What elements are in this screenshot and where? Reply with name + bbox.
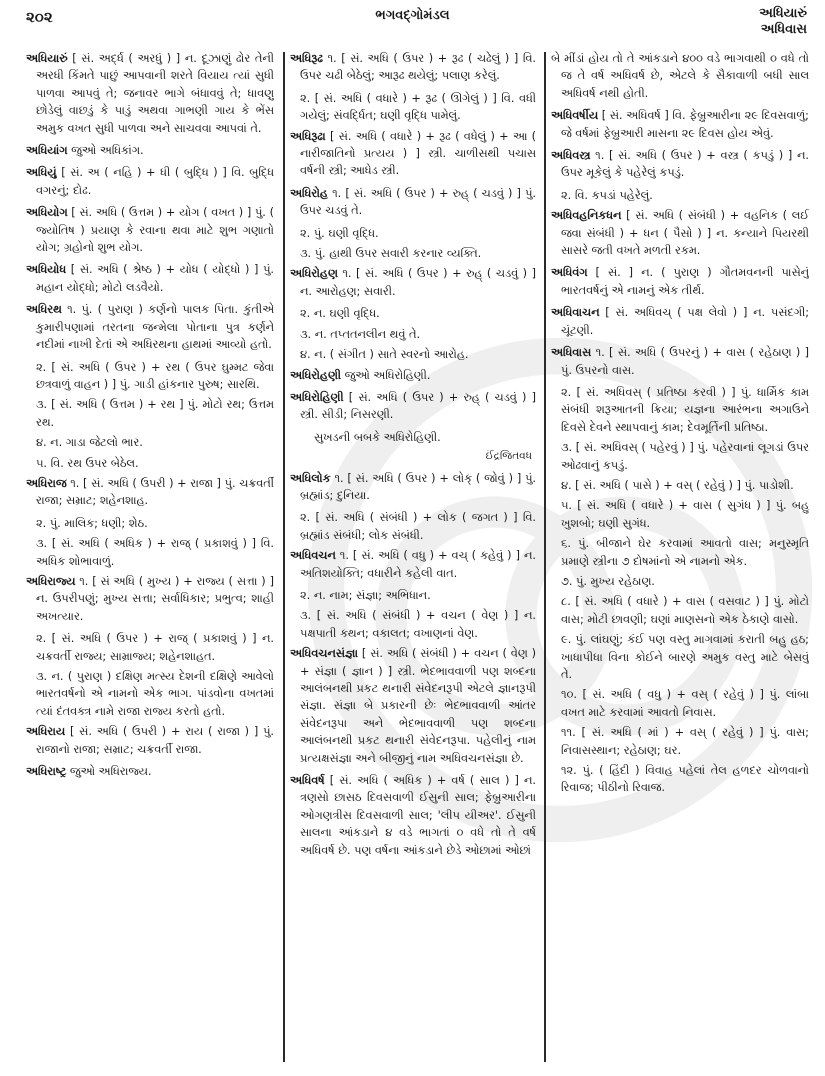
- headword: અધિવંગ: [551, 266, 588, 280]
- sense-item: ૩. [ સં. અધિ ( ઉત્તમ ) + રથ ] પું. મોટો રથ; ઉત્તમ રથ.: [36, 398, 274, 429]
- sense-item: ૪. [ સં. અધિ ( પાસે ) + વસ્ ( રહેવું ) ] પું. પાડોશી.: [561, 478, 794, 492]
- sense-item: ૩. [ સં. અધિવસ્ ( પહેરવું ) ] પું. પહેરવાનાં લૂગડાં ઉપર ઓઢવાનું કપડું.: [561, 441, 809, 472]
- dictionary-entry: [26, 204, 274, 256]
- dictionary-entry: [551, 344, 809, 379]
- sense-item: ૩. [ સં. અધિ ( અધિક ) + રાજ્ ( પ્રકાશવું ) ] વિ. અધિક શોભાવાળું.: [36, 537, 274, 568]
- headword: અધિયોગ: [26, 206, 68, 220]
- citation-source: ઈંદ્રજિતવધ: [485, 450, 532, 463]
- column-1: [26, 50, 274, 1070]
- sense-item: ૩. પું. હાથી ઉપર સવારી કરનાર વ્યક્તિ.: [300, 247, 482, 261]
- dictionary-entry: [290, 645, 536, 767]
- sense-item: ૫. [ સં. અધિ ( વધારે ) + વાસ ( સુગંધ ) ] પું. બહુ ખુશબો; ઘણી સુગંધ.: [561, 499, 809, 530]
- definition: [ સં. અર્દ્ધ ( અરધું ) ] ન. દૂઝાણું ઢોર તેની અરધી કિંમતે પાછું આપવાની શરતે વિયાય ત્યાં સુધી પાળવા આપવું તે; જનાવર ભાગે બંધાવવું તે; ધાવણુ છોડેલું વાછડું કે પાડું અથવા ગાભણી ગાય કે ભેંસ અમુક વખત સુધી પાળવા અને સાચવવા આપવાં તે.: [36, 52, 274, 135]
- sense-item: ૩. ન. તપ્તતનલીન થવું તે.: [300, 327, 421, 341]
- definition: ૧. [ સં. અધિ ( ઉપર ) + રુહ્ ( ચડવું ) ] પું. ઉપર ચડવું તે.: [300, 186, 536, 218]
- definition: ૧. [ સં. અધિ ( ઉપર ) + રુહ્ ( ચડવું ) ] ન. આરોહણ; સવારી.: [300, 267, 536, 298]
- definition: [ સં. અ ( નહિ ) + ધી ( બુદ્ધિ ) ] વિ. બુદ્ધિ વગરનું; દોઢ.: [36, 166, 274, 197]
- dictionary-entry: [290, 185, 536, 220]
- definition: ૧. પું. ( પુરાણ ) કર્ણનો પાલક પિતા. કુંતીએ કુમારીપણામાં તરતના જન્મેલા પોતાના પુત્ર કર્ણને નદીમાં નાખી દેતાં એ અધિરથના હાથમાં આવ્યો હતો.: [36, 303, 274, 352]
- headword: અધિરોહણી: [290, 368, 342, 382]
- headword: અધિરાય: [26, 725, 66, 739]
- dictionary-columns: [0, 50, 825, 1076]
- sense-item: ૨. [ સં. અધિ ( સંબંધી ) + લોક ( જગત ) ] વિ. બ્રહ્માંડ સંબંધી; લોક સંબંધી.: [300, 511, 536, 542]
- definition: [ સં. અધિવર્ષ ] વિ. ફેબ્રુઆરીના ૨૯ દિવસવાળું; જે વર્ષમાં ફેબ્રુઆરી માસના ૨૯ દિવસ હોય એવું.: [561, 109, 809, 140]
- dictionary-entry: [26, 50, 274, 137]
- sense-item: ૭. પું. મુખ્ય રહેઠાણ.: [561, 574, 655, 588]
- sense-item: ૨. ન. નામ; સંજ્ઞા; અભિધાન.: [300, 588, 431, 602]
- sense-item: ૨. પું. ઘણી વૃદ્ધિ.: [300, 226, 379, 240]
- headword: અધિરાજ્ય: [26, 574, 76, 588]
- sense-item: ૨. [ સં. અધિ ( ઉપર ) + રાજ્ ( પ્રકાશવું ) ] ન. ચક્રવર્તી રાજ્ય; સામ્રાજ્ય; શહેનશાહત.: [36, 632, 274, 663]
- dictionary-entry: [551, 304, 809, 339]
- headword: અધિયાંગ: [26, 144, 68, 158]
- dictionary-entry: [290, 389, 536, 424]
- sense-item: ૧૨. પું. ( હિંદી ) વિવાહ પહેલાં તેલ હળદર ચોળવાનો રિવાજ; પીઠીનો રિવાજ.: [561, 764, 809, 795]
- sense-item: ૨. ન. ઘણી વૃદ્ધિ.: [300, 307, 380, 321]
- definition: [ સં. અધિ ( વધારે ) + રૂઢ ( વધેલું ) + આ ( નારીજાતિનો પ્રત્યય ) ] સ્ત્રી. ચાળીસથી પચાસ વર્ષની સ્ત્રી; આધેડ સ્ત્રી.: [300, 129, 536, 178]
- definition: જુઓ અધિકાંગ.: [71, 144, 144, 158]
- dictionary-entry: [26, 301, 274, 353]
- dictionary-entry: [290, 547, 536, 582]
- headword: અધિવર્ષ: [290, 774, 325, 788]
- dictionary-entry: [290, 367, 536, 384]
- citation-quote: સુખડની બબકે અધિરોહિણી.: [314, 430, 441, 444]
- dictionary-entry: [551, 264, 809, 299]
- headword: અધિરોહિણી: [290, 390, 344, 404]
- sense-item: ૧૦. [ સં. અધિ ( વધુ ) + વસ્ ( રહેવું ) ] પું. લાંબા વખત માટે કરવામાં આવતો નિવાસ.: [561, 688, 809, 719]
- sense-item: ૪. ન. ( સંગીત ) સાતે સ્વરનો આરોહ.: [300, 348, 469, 362]
- column-divider: [544, 52, 546, 1062]
- definition: [ સં. અધિ ( શ્રેષ્ઠ ) + યોધ ( યોદ્ધો ) ] પું. મહાન યોદ્ધો; મોટો લડવૈયો.: [36, 263, 274, 294]
- headword: અધિવસ્ત્ર: [551, 149, 591, 163]
- sense-item: ૨. [ સં. અધિ ( વધારે ) + રૂઢ ( ઊગેલું ) ] વિ. વધી ગયેલું; સંવર્દ્ધિત; ઘણી વૃદ્ધિ પામેલું.: [300, 91, 536, 123]
- sense-item: ૨. [ સં. અધિ ( ઉપર ) + રથ ( ઉપર ઘુમ્મટ જેવા છત્રવાળું વાહન ) ] પું. ગાડી હાંકનાર પુરુષ; સારથિ.: [36, 360, 274, 391]
- headword: અધિરૂઢા: [290, 129, 326, 143]
- sense-item: ૧૧. [ સં. અધિ ( માં ) + વસ્ ( રહેવું ) ] પું. વાસ; નિવાસસ્થાન; રહેઠાણ; ઘર.: [561, 726, 809, 757]
- column-2: [290, 50, 536, 1070]
- headword: અધિરૂઢ: [290, 52, 323, 65]
- dictionary-entry: [26, 164, 274, 199]
- definition: ૧. [ સં. અધિ ( ઉપરી ) + રાજા ] પું. ચક્રવર્તી રાજા; સમ્રાટ; શહેનશાહ.: [36, 476, 274, 508]
- headword: અધિરોહણ: [290, 267, 338, 281]
- sense-item: ૩. ન. ( પુરાણ ) દક્ષિણ મત્સ્ય દેશની દક્ષિણે આવેલો ભારતવર્ષનો એ નામનો એક ભાગ. પાંડવોના વખતમાં ત્યાં દંતવક્ત્ર નામે રાજા રાજ્ય કરતો હતો.: [36, 670, 274, 718]
- sense-item: ૯. પું. લાંઘણું; કંઈ પણ વસ્તુ માગવામાં કરાતી બહુ હઠ; ખાધાપીધા વિના કોઈને બારણે અમુક વસ્તુ માટે બેસવું તે.: [561, 633, 809, 681]
- definition: [ સં. ] ન. ( પુરાણ ) ગૌતમવનની પાસેનું ભારતવર્ષનું એ નામનું એક તીર્થ.: [561, 266, 809, 297]
- sense-item: ૨. [ સં. અધિવસ્ ( પ્રતિષ્ઠા કરવી ) ] પું. ધાર્મિક કામ સંબંધી શરૂઆતની ક્રિયા; યજ્ઞના આરંભના અગાઉને દિવસે દેવને સ્થાપવાનું કામ; દેવમૂર્તિની પ્રતિષ્ઠા.: [561, 385, 809, 434]
- sense-item: ૫. વિ. રથ ઉપર બેઠેલ.: [36, 456, 139, 470]
- definition: ૧. [ સં. અધિ ( વધુ ) + વચ્ ( કહેવું ) ] ન. અતિશયોક્તિ; વધારીને કહેલી વાત.: [300, 549, 536, 580]
- definition: બે મીંડાં હોય તો તે આંકડાને ૪૦૦ વડે ભાગવાથી ૦ વધે તો જ તે વર્ષ અધિવર્ષ છે, એટલે કે સૈકાવાળી બધી સાલ અધિવર્ષ નથી હોતી.: [551, 52, 809, 100]
- definition: [ સં. અધિ ( ઉપર ) + રુહ્ ( ચડવું ) ] સ્ત્રી. સીડી; નિસરણી.: [300, 390, 536, 422]
- sense-item: ૮. [ સં. અધિ ( વધારે ) + વાસ ( વસવાટ ) ] પું. મોટો વાસ; મોટી છાવણી; ઘણાં માણસનો એક ઠેકાણે વાસો.: [561, 595, 809, 626]
- dictionary-entry: [551, 147, 809, 182]
- dictionary-entry: [290, 265, 536, 300]
- definition: [ સં. અધિ ( ઉત્તમ ) + યોગ ( વખત ) ] પું. ( જ્યોતિષ ) પ્રયાણ કે રવાના થવા માટે શુભ ગણાતો યોગ; ગ્રહોનો શુભ યોગ.: [36, 206, 274, 255]
- definition: જુઓ અધિરાજ્ય.: [69, 765, 152, 779]
- dictionary-entry: [551, 50, 809, 102]
- headword: અધિયારું: [26, 52, 68, 65]
- headword: અધિવચનસંજ્ઞા: [290, 647, 358, 661]
- definition: ૧. [ સં. અધિ ( ઉપર ) + લોક્ ( જોવું ) ] પું. બ્રહ્માંડ; દુનિયા.: [300, 471, 536, 502]
- headword: અધિવાચન: [551, 306, 600, 320]
- guide-words: [759, 6, 807, 38]
- headword: અધિયું: [26, 166, 57, 180]
- page-header: [0, 0, 825, 48]
- sense-item: ૬. પું. બીજાને ઘેર કરવામાં આવતો વાસ; મનુસ્મૃતિ પ્રમાણે સ્ત્રીના ૭ દોષમાંનો એ નામનો એક.: [561, 537, 809, 568]
- dictionary-entry: [551, 107, 809, 142]
- definition: ૧. [ સં. અધિ ( ઉપર ) + વસ્ત્ર ( કપડું ) ] ન. ઉપર મૂકેલું કે પહેરેલું કપડું.: [561, 149, 809, 180]
- definition: ૧. [ સં અધિ ( મુખ્ય ) + રાજ્ય ( સત્તા ) ] ન. ઉપરીપણું; મુખ્ય સત્તા; સર્વાધિકાર; પ્રભુત્વ; શાહી અખત્યાર.: [36, 574, 274, 623]
- column-divider: [283, 52, 285, 1062]
- headword: અધિયોધ: [26, 263, 67, 277]
- sense-item: ૨. પું. માલિક; ધણી; શેઠ.: [36, 516, 148, 530]
- column-3: [551, 50, 809, 1070]
- definition: [ સં. અધિ ( સંબંધી ) + વહનિક ( લઈ જવા સંબંધી ) + ધન ( પૈસો ) ] ન. કન્યાને પિયરથી સાસરે જતી વખતે મળતી રકમ.: [561, 209, 809, 258]
- guide-word-first: અધિયારું: [759, 6, 807, 21]
- definition: [ સં. અધિ ( અધિક ) + વર્ષ ( સાલ ) ] ન. ત્રણસો છાસઠ દિવસવાળી ઈસુની સાલ; ફેબ્રુઆરીના ઓગણત્રીસ દિવસવાળી સાલ; 'લીપ યીઅર'. ઈસુની સાલના આંકડાને ૪ વડે ભાગતાં ૦ વધે તો તે વર્ષ અધિવર્ષ છે. પણ વર્ષના આંકડાને છેડે ઓછામાં ઓછાં: [300, 774, 536, 857]
- dictionary-entry: [290, 128, 536, 180]
- sense-item: ૨. વિ. કપડાં પહેરેલું.: [561, 188, 653, 202]
- sense-item: ૩. [ સં. અધિ ( સંબંધી ) + વચન ( વેણ ) ] ન. પક્ષપાતી કથન; વકાલત; વખાણનાં વેણ.: [300, 609, 536, 640]
- running-title: ભગવદ્ગોમંડલ: [375, 8, 450, 23]
- dictionary-entry: [290, 772, 536, 859]
- page-number: ૨૦૨: [26, 8, 53, 26]
- headword: અધિવહનિકધન: [551, 209, 622, 223]
- dictionary-entry: [26, 142, 274, 159]
- definition: [ સં. અધિવચ્ ( પક્ષ લેવો ) ] ન. પસંદગી; ચૂંટણી.: [561, 306, 809, 337]
- headword: અધિરોહ: [290, 186, 328, 200]
- headword: અધિરાજ: [26, 476, 67, 490]
- sense-item: ૪. ન. ગાડા જેટલો ભાર.: [36, 436, 143, 450]
- dictionary-entry: [26, 261, 274, 296]
- headword: અધિલોક: [290, 471, 331, 485]
- definition: [ સં. અધિ ( સંબંધી ) + વચન ( વેણ ) + સંજ્ઞા ( જ્ઞાન ) ] સ્ત્રી. ભેદભાવવાળી પણ શબ્દના આલંબનથી પ્રકટ થનારી સંવેદનરૂપી એટલે જ્ઞાનરૂપી સંજ્ઞા. સંજ્ઞા બે પ્રકારની છેઃ ભેદભાવવાળી આંતર સંવેદનરૂપા અને ભેદભાવવાળી પણ શબ્દના આલંબનથી પ્રકટ થનારી સંવેદનરૂપા. પહેલીનું નામ પ્રત્યક્ષસંજ્ઞા અને બીજીનું નામ અધિવચનસંજ્ઞા છે.: [300, 647, 536, 765]
- dictionary-entry: [290, 470, 536, 505]
- dictionary-entry: [26, 573, 274, 625]
- headword: અધિવચન: [290, 549, 336, 563]
- dictionary-entry: [26, 475, 274, 510]
- definition: ૧. [ સં. અધિ ( ઉપરનું ) + વાસ ( રહેઠાણ ) ] પું. ઉપરનો વાસ.: [561, 346, 809, 377]
- dictionary-entry: [26, 763, 274, 780]
- definition: ૧. [ સં. અધિ ( ઉપર ) + રૂઢ ( ચઢેલું ) ] વિ. ઉપર ચઢી બેઠેલું; આરૂઢ થયેલું; પલાણ કરેલું.: [300, 52, 536, 83]
- guide-word-last: અધિવાસ: [760, 22, 807, 37]
- headword: અધિરથ: [26, 303, 62, 317]
- headword: અધિવર્ષીય: [551, 109, 599, 123]
- definition: જુઓ અધિરોહિણી.: [344, 368, 431, 382]
- dictionary-entry: [26, 723, 274, 758]
- dictionary-entry: [551, 207, 809, 259]
- headword: અધિરાષ્ટ્ર: [26, 765, 67, 779]
- definition: [ સં. અધિ ( ઉપરી ) + રાય ( રાજા ) ] પું. રાજાનો રાજા; સમ્રાટ; ચક્રવર્તી રાજા.: [36, 725, 274, 756]
- headword: અધિવાસ: [551, 346, 592, 360]
- dictionary-entry: [290, 50, 536, 85]
